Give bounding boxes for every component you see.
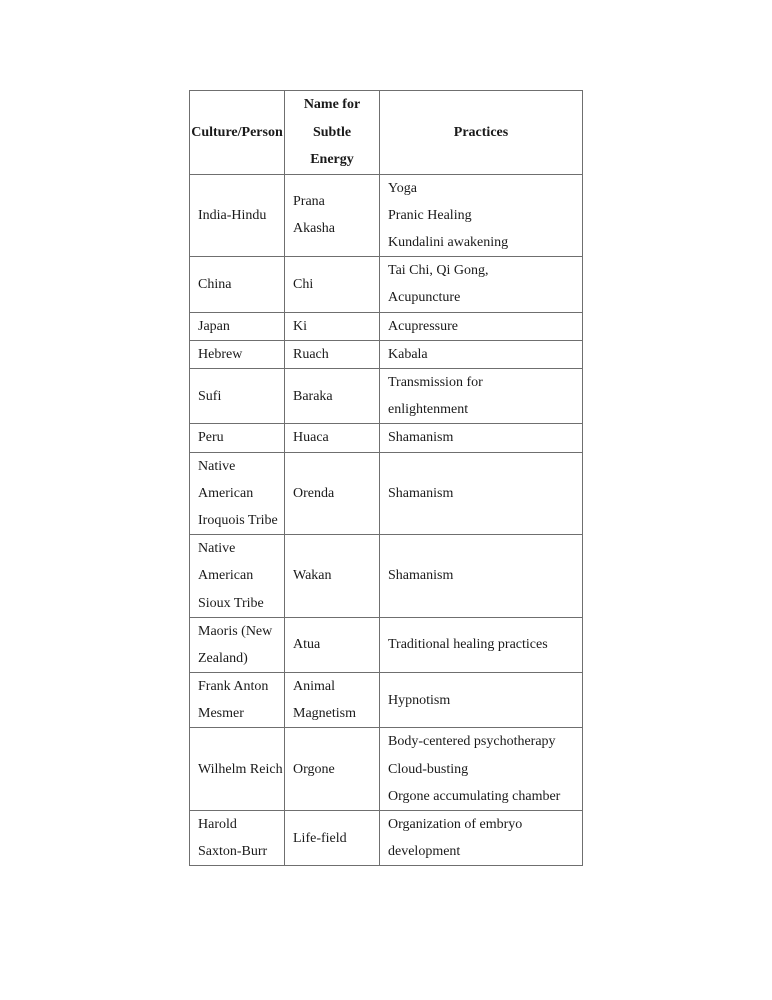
cell-culture-person <box>190 452 285 535</box>
cell-practices-line: Pranic Healing <box>388 207 472 223</box>
cell-culture-person-line: Sioux Tribe <box>198 595 264 611</box>
cell-subtle-energy-name-line: Magnetism <box>293 706 356 722</box>
cell-culture-person <box>190 811 285 866</box>
cell-subtle-energy-name <box>285 424 380 452</box>
cell-culture-person-line: India-Hindu <box>198 207 267 223</box>
cell-practices-line: Traditional healing practices <box>388 637 548 653</box>
cell-practices <box>380 174 583 257</box>
cell-practices-line: Tai Chi, Qi Gong, <box>388 263 489 279</box>
cell-culture-person-line: China <box>198 276 232 292</box>
cell-subtle-energy-name-line: Atua <box>293 637 321 653</box>
cell-subtle-energy-name <box>285 257 380 312</box>
cell-culture-person <box>190 368 285 423</box>
cell-culture-person-line: American <box>198 485 254 501</box>
cell-culture-person-line: Native <box>198 541 236 557</box>
table-row <box>190 312 583 340</box>
cell-practices-line: Shamanism <box>388 568 454 584</box>
cell-culture-person-line: Peru <box>198 430 224 446</box>
cell-culture-person <box>190 340 285 368</box>
cell-practices-line: development <box>388 844 461 860</box>
cell-subtle-energy-name <box>285 535 380 618</box>
cell-practices-line: Cloud-busting <box>388 761 469 777</box>
cell-practices <box>380 312 583 340</box>
cell-subtle-energy-name <box>285 673 380 728</box>
cell-practices <box>380 811 583 866</box>
cell-practices-line: Yoga <box>388 180 417 196</box>
cell-subtle-energy-name-line: Ki <box>293 318 307 334</box>
cell-practices-line: Hypnotism <box>388 692 451 708</box>
table-row <box>190 174 583 257</box>
cell-culture-person-line: Native <box>198 458 236 474</box>
cell-practices-line: Shamanism <box>388 485 454 501</box>
cell-practices <box>380 368 583 423</box>
table-row <box>190 452 583 535</box>
cell-culture-person <box>190 673 285 728</box>
cell-practices-line: Acupuncture <box>388 290 461 306</box>
cell-subtle-energy-name <box>285 368 380 423</box>
subtle-energy-table-continued <box>189 672 583 866</box>
cell-subtle-energy-name-line: Akasha <box>293 221 335 237</box>
cell-culture-person-line: Sufi <box>198 388 222 404</box>
cell-culture-person <box>190 424 285 452</box>
cell-practices-line: Kabala <box>388 346 428 362</box>
header-culture-person: Culture/Person <box>190 91 285 175</box>
cell-culture-person-line: Hebrew <box>198 346 243 362</box>
cell-culture-person <box>190 535 285 618</box>
cell-practices-line: Transmission for <box>388 374 483 390</box>
cell-subtle-energy-name-line: Baraka <box>293 388 333 404</box>
cell-subtle-energy-name-line: Wakan <box>293 568 332 584</box>
cell-subtle-energy-name <box>285 617 380 672</box>
table-row <box>190 811 583 866</box>
cell-culture-person-line: Zealand) <box>198 650 248 666</box>
table-row <box>190 424 583 452</box>
cell-culture-person <box>190 728 285 811</box>
table-row <box>190 673 583 728</box>
cell-practices <box>380 535 583 618</box>
cell-subtle-energy-name-line: Huaca <box>293 430 329 446</box>
cell-culture-person <box>190 617 285 672</box>
cell-subtle-energy-name <box>285 728 380 811</box>
cell-practices-line: Shamanism <box>388 430 454 446</box>
table-row <box>190 368 583 423</box>
cell-practices <box>380 424 583 452</box>
cell-subtle-energy-name <box>285 452 380 535</box>
subtle-energy-table <box>189 90 583 673</box>
cell-culture-person-line: Wilhelm Reich <box>198 761 283 777</box>
cell-practices-line: Orgone accumulating chamber <box>388 788 561 804</box>
table-row <box>190 535 583 618</box>
table-body <box>190 174 583 673</box>
cell-subtle-energy-name-line: Orgone <box>293 761 335 777</box>
cell-subtle-energy-name <box>285 174 380 257</box>
cell-culture-person-line: American <box>198 568 254 584</box>
cell-subtle-energy-name-line: Animal <box>293 679 335 694</box>
cell-culture-person-line: Harold <box>198 817 237 833</box>
cell-practices <box>380 452 583 535</box>
cell-practices <box>380 617 583 672</box>
table-body-continued <box>190 673 583 866</box>
cell-practices <box>380 340 583 368</box>
header-name-for-subtle-energy <box>285 91 380 175</box>
cell-practices <box>380 673 583 728</box>
cell-practices <box>380 728 583 811</box>
header-practices: Practices <box>380 91 583 175</box>
cell-culture-person-line: Iroquois Tribe <box>198 512 278 528</box>
cell-subtle-energy-name-line: Prana <box>293 194 325 210</box>
header-energy-line: Subtle <box>312 124 352 140</box>
cell-subtle-energy-name <box>285 340 380 368</box>
cell-culture-person-line: Saxton-Burr <box>198 844 268 860</box>
cell-subtle-energy-name <box>285 312 380 340</box>
cell-practices-line: Kundalini awakening <box>388 234 509 250</box>
table-row <box>190 257 583 312</box>
cell-subtle-energy-name-line: Ruach <box>293 346 329 362</box>
cell-subtle-energy-name-line: Orenda <box>293 485 335 501</box>
cell-practices-line: Organization of embryo <box>388 817 523 833</box>
cell-culture-person-line: Frank Anton <box>198 679 269 694</box>
cell-practices <box>380 257 583 312</box>
table-row <box>190 728 583 811</box>
header-row <box>190 91 583 175</box>
header-energy-line: Energy <box>310 152 354 167</box>
cell-culture-person-line: Mesmer <box>198 706 244 722</box>
table-row <box>190 617 583 672</box>
cell-practices-line: Acupressure <box>388 318 458 334</box>
cell-culture-person <box>190 312 285 340</box>
cell-culture-person-line: Japan <box>198 318 230 334</box>
table-row <box>190 340 583 368</box>
cell-subtle-energy-name-line: Life-field <box>293 830 347 846</box>
cell-culture-person-line: Maoris (New <box>198 623 273 639</box>
cell-culture-person <box>190 257 285 312</box>
cell-subtle-energy-name <box>285 811 380 866</box>
cell-practices-line: Body-centered psychotherapy <box>388 734 556 750</box>
cell-practices-line: enlightenment <box>388 402 469 418</box>
cell-subtle-energy-name-line: Chi <box>293 276 314 292</box>
cell-culture-person <box>190 174 285 257</box>
header-energy-line: Name for <box>303 97 361 112</box>
